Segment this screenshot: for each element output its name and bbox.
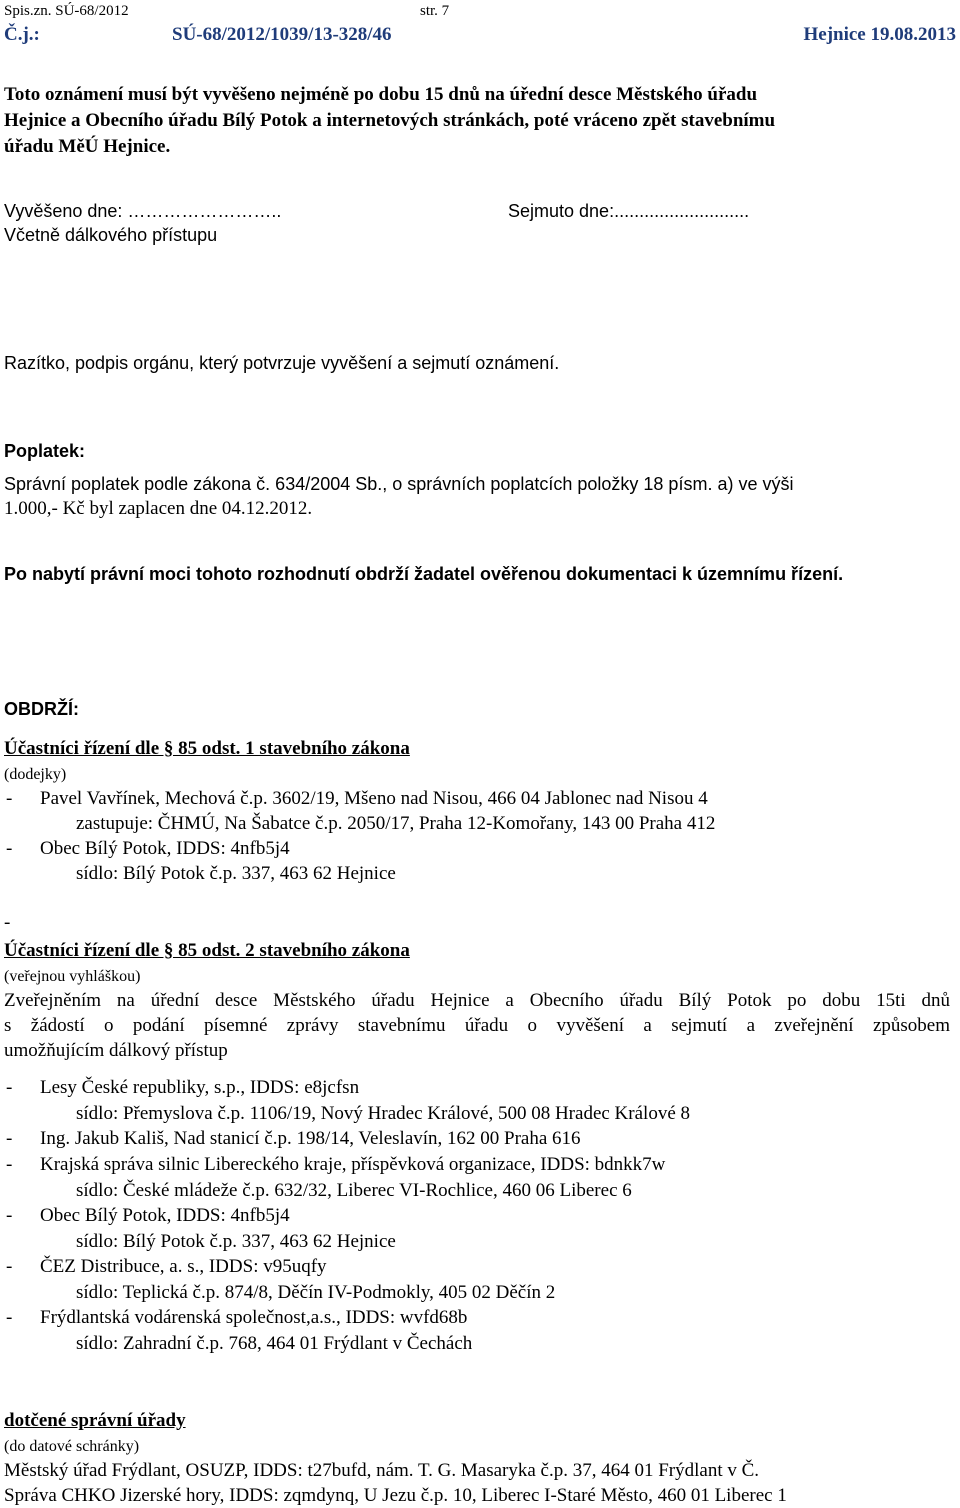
- list-item: Obec Bílý Potok, IDDS: 4nfb5j4: [40, 838, 290, 859]
- trailing-dash: -: [4, 912, 11, 933]
- list-item-dash: -: [6, 1128, 13, 1149]
- list-item-detail: sídlo: Zahradní č.p. 768, 464 01 Frýdlant v Čechách: [76, 1333, 473, 1354]
- public-notice-paragraph-line-1: Zveřejněním na úřední desce Městského úřadu Hejnice a Obecního úřadu Bílý Potok po dobu 15ti dnů: [4, 990, 950, 1011]
- list-item: Krajská správa silnic Libereckého kraje, příspěvková organizace, IDDS: bdnkk7w: [40, 1154, 666, 1175]
- section-participants-1-note: (dodejky): [4, 766, 67, 783]
- page-number: str. 7: [420, 3, 450, 19]
- notice-line-2: Hejnice a Obecního úřadu Bílý Potok a internetových stránkách, poté vráceno zpět stavebnímu: [4, 110, 776, 131]
- list-item: Obec Bílý Potok, IDDS: 4nfb5j4: [40, 1205, 290, 1226]
- authority-line-2: Správa CHKO Jizerské hory, IDDS: zqmdynq, U Jezu č.p. 10, Liberec I-Staré Město, 460 01 Liberec 1: [4, 1485, 787, 1506]
- list-item-detail: sídlo: Teplická č.p. 874/8, Děčín IV-Podmokly, 405 02 Děčín 2: [76, 1282, 556, 1303]
- section-participants-2-title: Účastníci řízení dle § 85 odst. 2 stavebního zákona: [4, 940, 410, 961]
- list-item-dash: -: [6, 1256, 13, 1277]
- list-item-dash: -: [6, 838, 13, 859]
- fee-heading: Poplatek:: [4, 441, 86, 461]
- list-item-dash: -: [6, 1154, 13, 1175]
- list-item-dash: -: [6, 1077, 13, 1098]
- public-notice-paragraph-line-2: s žádostí o podání písemné zprávy stavebnímu úřadu o vyvěšení a sejmutí a zveřejnění způsobem: [4, 1015, 950, 1036]
- removed-date-field: Sejmuto dne:...........................: [508, 201, 750, 221]
- recipients-heading: OBDRŽÍ:: [4, 699, 79, 719]
- section-authorities-note: (do datové schránky): [4, 1438, 140, 1455]
- decision-note: Po nabytí právní moci tohoto rozhodnutí obdrží žadatel ověřenou dokumentaci k územnímu řízení.: [4, 564, 844, 584]
- place-date: Hejnice 19.08.2013: [803, 24, 956, 45]
- remote-access-note: Včetně dálkového přístupu: [4, 225, 218, 245]
- list-item: Pavel Vavřínek, Mechová č.p. 3602/19, Mšeno nad Nisou, 466 04 Jablonec nad Nisou 4: [40, 788, 708, 809]
- list-item: ČEZ Distribuce, a. s., IDDS: v95uqfy: [40, 1256, 327, 1277]
- list-item: Ing. Jakub Kališ, Nad stanicí č.p. 198/14, Veleslavín, 162 00 Praha 616: [40, 1128, 581, 1149]
- public-notice-paragraph-line-3: umožňujícím dálkový přístup: [4, 1040, 228, 1061]
- section-authorities-title: dotčené správní úřady: [4, 1410, 186, 1431]
- list-item-dash: -: [6, 788, 13, 809]
- list-item-detail: sídlo: České mládeže č.p. 632/32, Liberec VI-Rochlice, 460 06 Liberec 6: [76, 1180, 632, 1201]
- reference-number: SÚ-68/2012/1039/13-328/46: [172, 24, 392, 45]
- authority-line-1: Městský úřad Frýdlant, OSUZP, IDDS: t27bufd, nám. T. G. Masaryka č.p. 37, 464 01 Frýdlant v Č.: [4, 1460, 760, 1481]
- fee-line-2: 1.000,- Kč byl zaplacen dne 04.12.2012.: [4, 498, 313, 519]
- list-item: Frýdlantská vodárenská společnost,a.s., IDDS: wvfd68b: [40, 1307, 468, 1328]
- notice-line-1: Toto oznámení musí být vyvěšeno nejméně po dobu 15 dnů na úřední desce Městského úřadu: [4, 84, 758, 105]
- notice-line-3: úřadu MěÚ Hejnice.: [4, 136, 171, 157]
- stamp-note: Razítko, podpis orgánu, který potvrzuje vyvěšení a sejmutí oznámení.: [4, 353, 560, 373]
- list-item: Lesy České republiky, s.p., IDDS: e8jcfsn: [40, 1077, 360, 1098]
- posted-date-field: Vyvěšeno dne: ……………………..: [4, 201, 282, 221]
- list-item-dash: -: [6, 1205, 13, 1226]
- fee-line-1: Správní poplatek podle zákona č. 634/2004 Sb., o správních poplatcích položky 18 písm. a) ve výši: [4, 474, 794, 494]
- list-item-detail: sídlo: Bílý Potok č.p. 337, 463 62 Hejnice: [76, 1231, 396, 1252]
- section-participants-2-note: (veřejnou vyhláškou): [4, 968, 141, 985]
- list-item-detail: zastupuje: ČHMÚ, Na Šabatce č.p. 2050/17, Praha 12-Komořany, 143 00 Praha 412: [76, 813, 716, 834]
- section-participants-1-title: Účastníci řízení dle § 85 odst. 1 stavebního zákona: [4, 738, 410, 759]
- list-item-detail: sídlo: Přemyslova č.p. 1106/19, Nový Hradec Králové, 500 08 Hradec Králové 8: [76, 1103, 691, 1124]
- list-item-dash: -: [6, 1307, 13, 1328]
- file-reference: Spis.zn. SÚ-68/2012: [4, 3, 129, 19]
- reference-label: Č.j.:: [4, 24, 40, 45]
- list-item-detail: sídlo: Bílý Potok č.p. 337, 463 62 Hejnice: [76, 863, 396, 884]
